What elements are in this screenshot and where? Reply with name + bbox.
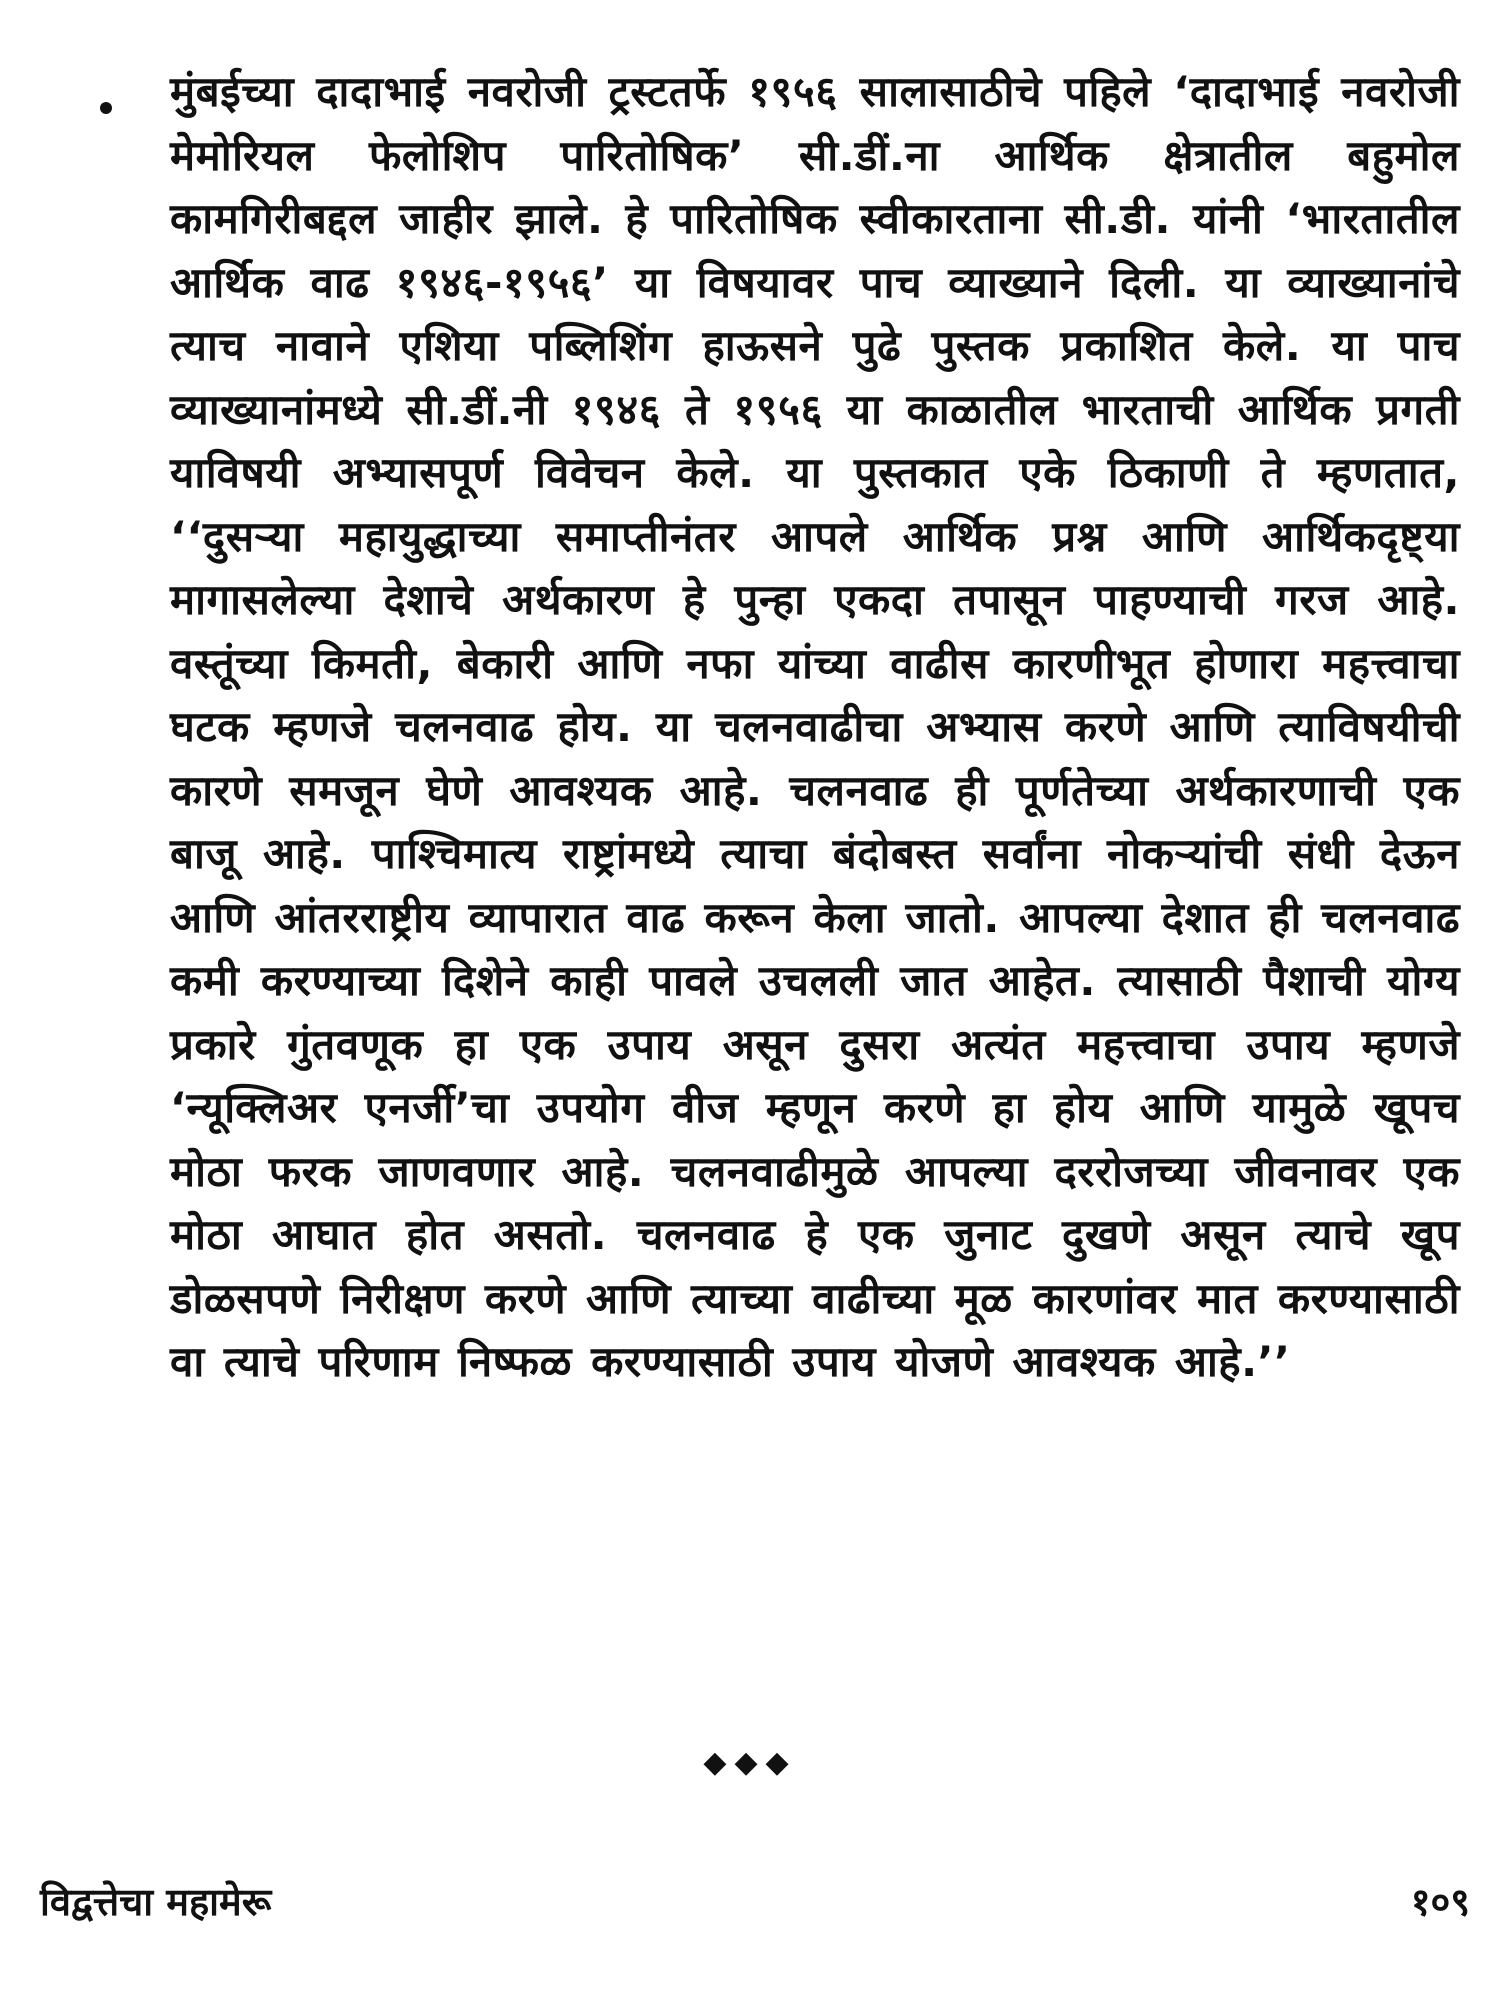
page-number: १०९ xyxy=(1410,1880,1470,1924)
body-paragraph: मुंबईच्या दादाभाई नवरोजी ट्रस्टतर्फे १९५६ सालासाठीचे पहिले ‘दादाभाई नवरोजी मेमोरियल फेलोशिप पारितोषिक’ सी.डीं.ना आर्थिक क्षेत्रातील बहुमोल कामगिरीबद्दल जाहीर झाले. हे पारितोषिक स्वीकारताना सी.डी. यांनी ‘भारतातील आर्थिक वाढ १९४६-१९५६’ या विषयावर पाच व्याख्याने दिली. या व्याख्यानांचे त्याच नावाने एशिया पब्लिशिंग हाऊसने पुढे पुस्तक प्रकाशित केले. या पाच व्याख्यानांमध्ये सी.डीं.नी १९४६ ते १९५६ या काळातील भारताची आर्थिक प्रगती याविषयी अभ्यासपूर्ण विवेचन केले. या पुस्तकात एके ठिकाणी ते म्हणतात, ‘‘दुसऱ्या महायुद्धाच्या समाप्तीनंतर आपले आर्थिक प्रश्न आणि आर्थिकदृष्ट्या मागासलेल्या देशाचे अर्थकारण हे पुन्हा एकदा तपासून पाहण्याची गरज आहे. वस्तूंच्या किमती, बेकारी आणि नफा यांच्या वाढीस कारणीभूत होणारा महत्त्वाचा घटक म्हणजे चलनवाढ होय. या चलनवाढीचा अभ्यास करणे आणि त्याविषयीची कारणे समजून घेणे आवश्यक आहे. चलनवाढ ही पूर्णतेच्या अर्थकारणाची एक बाजू आहे. पाश्चिमात्य राष्ट्रांमध्ये त्याचा बंदोबस्त सर्वांना नोकऱ्यांची संधी देऊन आणि आंतरराष्ट्रीय व्यापारात वाढ करून केला जातो. आपल्या देशात ही चलनवाढ कमी करण्याच्या दिशेने काही पावले उचलली जात आहेत. त्यासाठी पैशाची योग्य प्रकारे गुंतवणूक हा एक उपाय असून दुसरा अत्यंत महत्त्वाचा उपाय म्हणजे ‘न्यूक्लिअर एनर्जी’चा उपयोग वीज म्हणून करणे हा होय आणि यामुळे खूपच मोठा फरक जाणवणार आहे. चलनवाढीमुळे आपल्या दररोजच्या जीवनावर एक मोठा आघात होत असतो. चलनवाढ हे एक जुनाट दुखणे असून त्याचे खूप डोळसपणे निरीक्षण करणे आणि त्याच्या वाढीच्या मूळ कारणांवर मात करण्यासाठी वा त्याचे परिणाम निष्फळ करण्यासाठी उपाय योजणे आवश्यक आहे.’’ xyxy=(170,67,1460,1386)
paragraph-block xyxy=(100,60,1460,1394)
section-separator: ◆◆◆ xyxy=(703,1745,797,1780)
footer-book-title: विद्वत्तेचा महामेरू xyxy=(40,1880,272,1924)
bullet-icon xyxy=(100,102,112,114)
